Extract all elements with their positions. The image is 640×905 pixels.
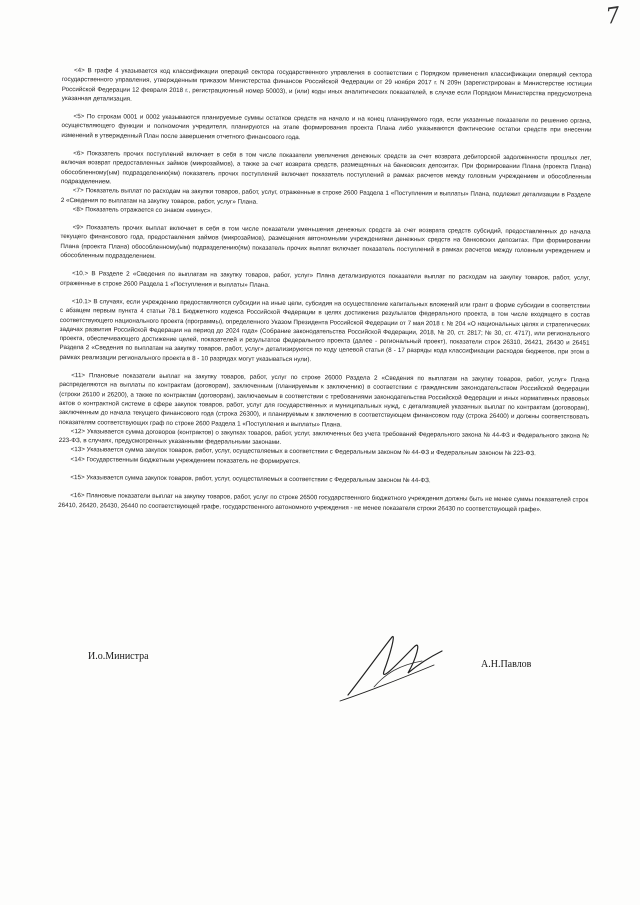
footnote-4 (62, 66, 592, 108)
footnote-6-8 (61, 149, 592, 219)
footnote-paragraph: <16> Плановые показатели выплат на закупку товаров, работ, услуг по строке 26500 государственного бюджетного учреждения должны быть не менее суммы показателей строк 26410, 26420, 26430, 26440 по соответствующей графе, государственного автономного учреждения - не менее показателя строки 26430 по соответствующей графе». (58, 492, 589, 513)
signatory-position: И.о.Министра (88, 651, 149, 662)
footnote-paragraph: <12> Указывается сумма договоров (контрактов) о закупках товаров, работ, услуг, заключенных без учета требований Федерального закона № 44-ФЗ и Федерального закона № 223-ФЗ, в случаях, предусмотренных указанными федеральными законами. (58, 427, 589, 447)
signatory-name: А.Н.Павлов (481, 659, 532, 670)
footnote-10 (60, 269, 590, 292)
footnote-16 (58, 491, 588, 514)
footnotes-body (58, 66, 592, 523)
footnote-10-1 (59, 297, 590, 367)
footnote-paragraph: <9> Показатель прочих выплат включает в себя в том числе показатели уменьшения денежных средств за счет возврата средств субсидий, предоставленных до начала текущего финансового года, предоставления займов (микрозаймов), размещения автономными учреждениями денежных средств на банковских депозитах. При формировании Плана (проекта Плана) обособленному(ым) подразделению(ям) показатель прочих выплат включает показатель поступлений в рамках расчетов между головным учреждением и обособленным подразделением. (60, 224, 591, 260)
handwritten-signature (330, 625, 450, 705)
footnote-paragraph: <8> Показатель отражается со знаком «минус». (72, 205, 213, 215)
footnote-paragraph: <13> Указывается сумма закупок товаров, работ, услуг, осуществляемых в соответствии с Федеральным законом № 44-ФЗ и Федеральным законом № 223-ФЗ. (70, 446, 536, 458)
footnote-11-14 (59, 371, 590, 469)
footnote-paragraph: <5> По строкам 0001 и 0002 указываются планируемые суммы остатков средств на начало и на конец планируемого года, если указанные показатели по решению органа, осуществляющего функции и полномочия учредителя, планируются на этапе формирования проекта Плана либо указываются фактические остатки средств при внесении изменений в утвержденный План после завершения отчетного финансового года. (61, 113, 592, 141)
footnote-paragraph: <10.> В Разделе 2 «Сведения по выплатам на закупку товаров, работ, услуг» Плана детализируются показатели выплат по расходам на закупку товаров, работ, услуг, отраженные в строке 2600 Раздела 1 «Поступления и выплаты» Плана. (60, 270, 591, 289)
footnote-paragraph: <11> Плановые показатели выплат на закупку товаров, работ, услуг по строке 26000 Раздела 2 «Сведения по выплатам на закупку товаров, работ, услуг» Плана распределяются на выплаты по контрактам (договорам), заключенным (планируемым к заключению) в соответствии с гражданским законодательством Российской Федерации (строки 26100 и 26200), а также по контрактам (договорам), заключаемым в соответствии с требованиями законодательства Российской Федерации и иных нормативных правовых актов о контрактной системе в сфере закупок товаров, работ, услуг для государственных и муниципальных нужд, с детализацией указанных выплат по контрактам (договорам), заключенным до начала текущего финансового года (строка 26300), и планируемым к заключению в соответствующем финансовом году (строка 26400) и должны соответствовать показателям соответствующих граф по строке 2600 Раздела 1 «Поступления и выплаты» Плана. (58, 372, 590, 428)
footnote-5 (61, 112, 591, 145)
footnote-9 (60, 223, 590, 265)
page-number: 7 (604, 3, 622, 30)
footnote-paragraph: <15> Указывается сумма закупок товаров, работ, услуг, осуществляемых в соответствии с Федеральным законом № 44-ФЗ. (70, 474, 431, 485)
footnote-paragraph: <6> Показатель прочих поступлений включает в себя в том числе показатели увеличения денежных средств за счет возврата дебиторской задолженности прошлых лет, включая возврат предоставленных займов (микрозаймов), а также за счет возврата средств, размещенных на банковских депозитах. При формировании Плана (проекта Плана) обособленному(ым) подразделению(ям) показатель прочих поступлений включает показатель поступлений в рамках расчетов между головным учреждением и обособленным подразделением. (60, 150, 592, 186)
footnote-paragraph: <10.1> В случаях, если учреждению предоставляются субсидии на иные цели, субсидия на осуществление капитальных вложений или грант в форме субсидии в соответствии с абзацем первым пункта 4 статьи 78.1 Бюджетного кодекса Российской Федерации в целях достижения результатов федерального проекта, в том числе входящего в состав соответствующего национального проекта (программы), определенного Указом Президента Российской Федерации от 7 мая 2018 г. № 204 «О национальных целях и стратегических задачах развития Российской Федерации на период до 2024 года» (Собрание законодательства Российской Федерации, 2018, № 20, ст. 2817; № 30, ст. 4717), или регионального проекта, обеспечивающего достижение целей, показателей и результатов федерального проекта (далее - региональный проект), показатели строк 26310, 26421, 26430 и 26451 Раздела 2 «Сведения по выплатам на закупку товаров, работ, услуг» детализируются по коду целевой статьи (8 - 17 разряды кода классификации расходов бюджетов, при этом в рамках реализации регионального проекта в 8 - 10 разрядах могут указываться нули). (59, 298, 590, 363)
footnote-15 (58, 473, 588, 487)
footnote-paragraph: <7> Показатель выплат по расходам на закупки товаров, работ, услуг, отраженные в строке 2600 Раздела 1 «Поступления и выплаты» Плана, подлежит детализации в Разделе 2 «Сведения по выплатам на закупку товаров, работ, услуг» Плана. (60, 187, 591, 206)
signature-block (0, 647, 640, 727)
footnote-paragraph: <14> Государственным бюджетным учреждением показатель не формируется. (70, 455, 301, 465)
footnote-paragraph: <4> В графе 4 указывается код классификации операций сектора государственного управления в соответствии с Порядком применения классификации операций сектора государственного управления, утвержденным приказом Министерства финансов Российской Федерации от 29 ноября 2017 г. N 209н (зарегистрирован в Министерстве юстиции Российской Федерации 12 февраля 2018 г., регистрационный номер 50003), и (или) коды иных аналитических показателей, в случае если Порядком Министерства предусмотрена указанная детализация. (61, 67, 592, 103)
